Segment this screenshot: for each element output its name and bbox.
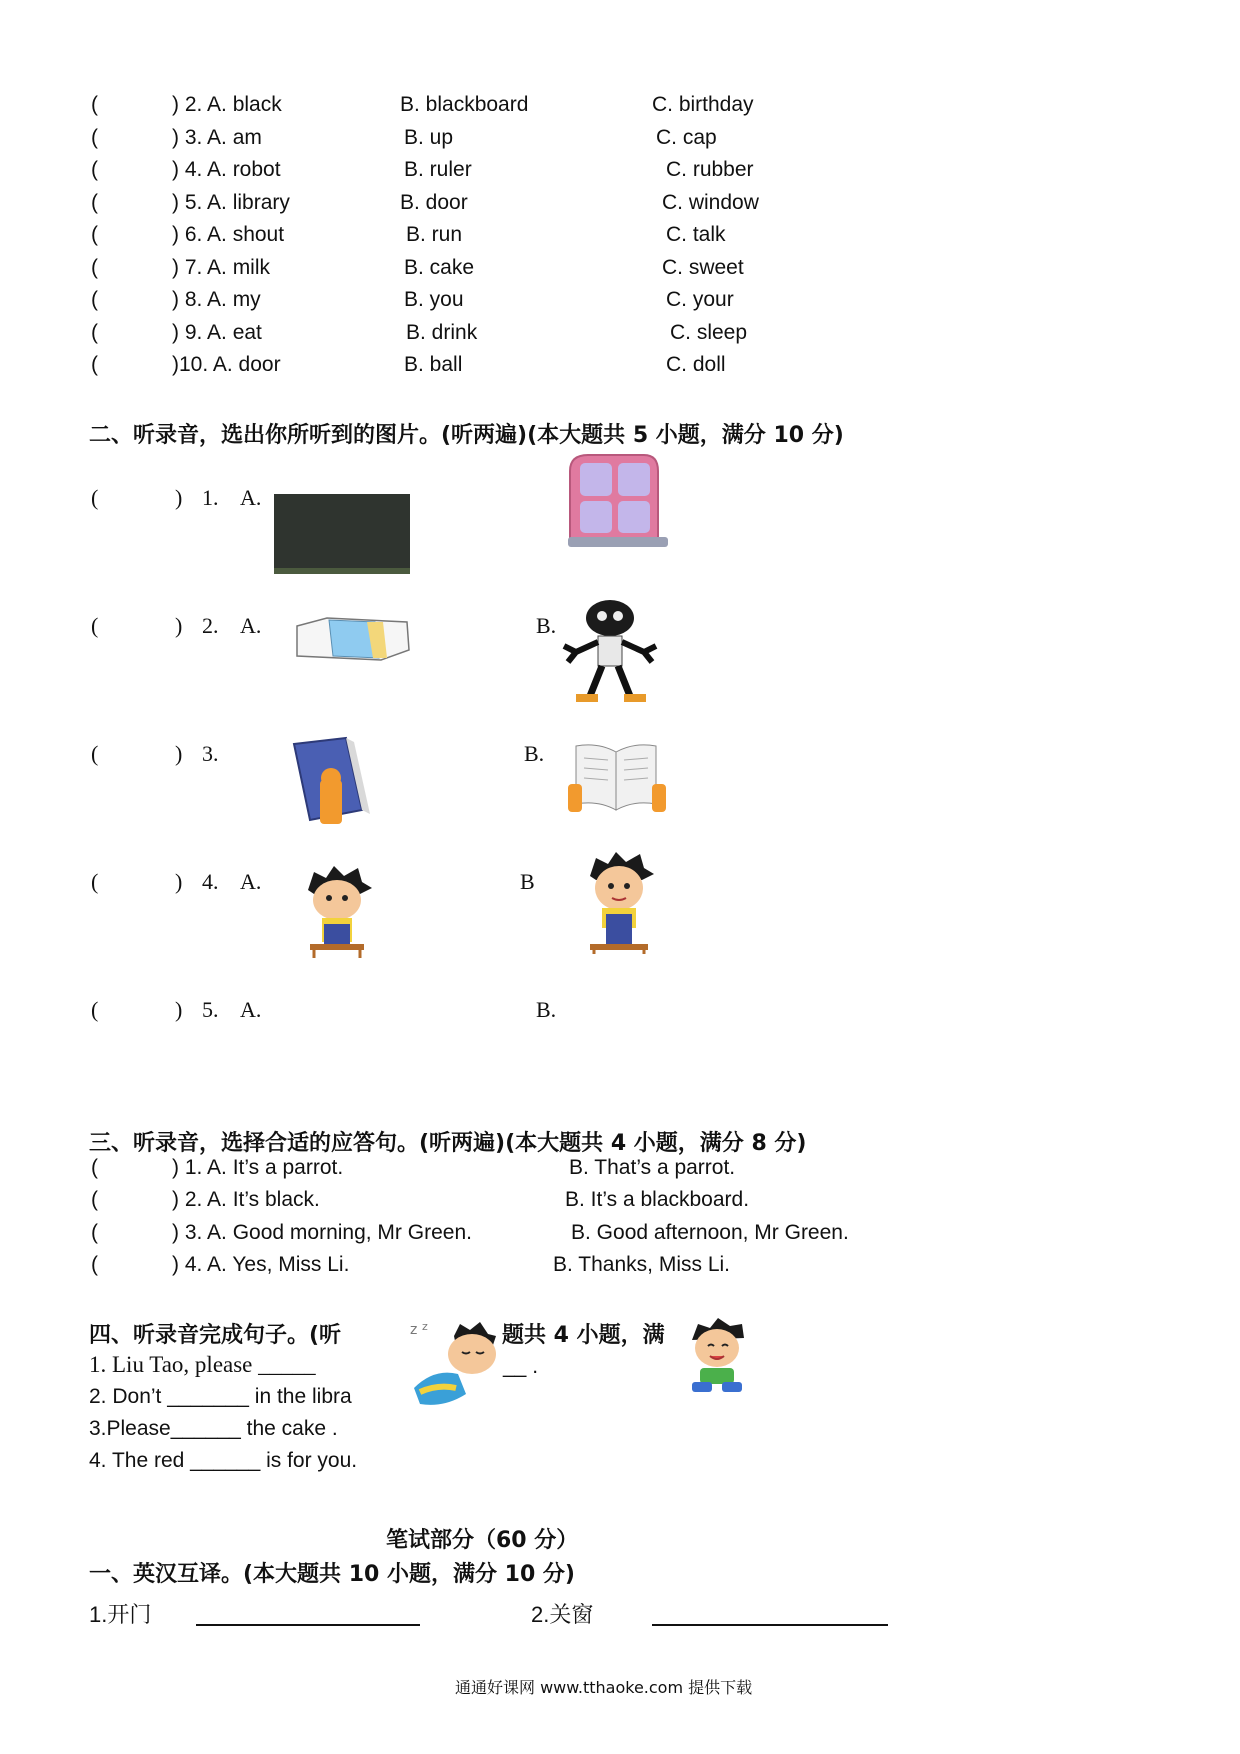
answer-paren[interactable]: ( [91, 256, 98, 279]
section-heading-continued: 题共 4 小题，满 [502, 1323, 665, 1348]
answer-paren[interactable]: ( [91, 126, 98, 149]
option-a: ) 4. A. robot [172, 158, 281, 181]
section-heading: 三、听录音，选择合适的应答句。(听两遍)(本大题共 4 小题，满分 8 分) [89, 1131, 807, 1156]
option-a: ) 3. A. Good morning, Mr Green. [172, 1221, 472, 1244]
option-b: B. drink [406, 321, 478, 344]
svg-text:z: z [410, 1322, 418, 1338]
written-section-title: 笔试部分（60 分） [386, 1528, 579, 1553]
sentence-2[interactable]: 2. Don’t _______ in the libra [89, 1385, 352, 1408]
option-a: ) 3. A. am [172, 126, 262, 149]
option-b: B. cake [404, 256, 475, 279]
answer-paren[interactable]: ( [91, 613, 99, 638]
sentence-4[interactable]: 4. The red ______ is for you. [89, 1449, 358, 1472]
option-a: ) 2. A. It’s black. [172, 1188, 320, 1211]
translate-question-2: 2.关窗 [531, 1602, 594, 1627]
option-a-label: A. [240, 997, 262, 1022]
section-heading: 四、听录音完成句子。(听 [89, 1323, 342, 1348]
footer-credit: 通通好课网 www.tthaoke.com 提供下载 [455, 1678, 753, 1697]
option-b: B. run [406, 223, 463, 246]
option-c: C. birthday [652, 93, 754, 116]
boy-sitting-icon[interactable] [300, 864, 374, 958]
option-a: ) 8. A. my [172, 288, 261, 311]
answer-paren[interactable]: ( [91, 93, 98, 116]
blackboard-icon[interactable] [274, 494, 410, 576]
option-c: C. doll [666, 353, 726, 376]
open-book-icon[interactable] [568, 740, 666, 818]
answer-line-2[interactable] [652, 1624, 888, 1626]
option-b-label: B. [524, 741, 545, 766]
question-number: 4. [202, 869, 219, 894]
option-b: B. door [400, 191, 468, 214]
option-b: B. ball [404, 353, 463, 376]
eraser-icon[interactable] [291, 614, 413, 664]
question-number: 2. [202, 613, 219, 638]
closed-book-icon[interactable] [288, 736, 372, 830]
answer-paren[interactable]: ( [91, 741, 99, 766]
answer-paren[interactable]: ( [91, 353, 98, 376]
option-a: ) 1. A. It’s a parrot. [172, 1156, 344, 1179]
close-paren: ) [175, 997, 183, 1022]
answer-paren[interactable]: ( [91, 1188, 98, 1211]
option-a: ) 5. A. library [172, 191, 290, 214]
close-paren: ) [175, 485, 183, 510]
option-b: B. blackboard [400, 93, 529, 116]
sentence-1[interactable]: 1. Liu Tao, please _____ [89, 1352, 316, 1377]
robot-icon[interactable] [554, 596, 666, 708]
option-b: B. Thanks, Miss Li. [553, 1253, 731, 1276]
answer-paren[interactable]: ( [91, 997, 99, 1022]
close-paren: ) [175, 613, 183, 638]
question-number: 3. [202, 741, 219, 766]
option-a: ) 7. A. milk [172, 256, 271, 279]
option-b-label: B. [536, 997, 557, 1022]
option-c: C. talk [666, 223, 726, 246]
option-b: B. you [404, 288, 464, 311]
option-c: C. sleep [670, 321, 748, 344]
close-paren: ) [175, 741, 183, 766]
option-a-label: A. [240, 869, 262, 894]
question-number: 1. [202, 485, 219, 510]
answer-paren[interactable]: ( [91, 321, 98, 344]
option-a: ) 9. A. eat [172, 321, 262, 344]
smiling-boy-icon[interactable] [684, 1316, 748, 1396]
sentence-1-end: __ . [503, 1355, 539, 1378]
option-a-label: A. [240, 613, 262, 638]
boy-standing-icon[interactable] [582, 850, 656, 954]
option-c: C. your [666, 288, 734, 311]
sleeping-boy-icon[interactable] [404, 1316, 502, 1410]
option-a: ) 6. A. shout [172, 223, 285, 246]
option-b: B. up [404, 126, 454, 149]
answer-paren[interactable]: ( [91, 191, 98, 214]
option-b-label: B [520, 869, 535, 894]
answer-paren[interactable]: ( [91, 288, 98, 311]
option-c: C. window [662, 191, 759, 214]
option-b: B. ruler [404, 158, 472, 181]
option-c: C. rubber [666, 158, 754, 181]
option-b-label: B. [536, 613, 557, 638]
option-c: C. cap [656, 126, 717, 149]
close-paren: ) [175, 869, 183, 894]
option-c: C. sweet [662, 256, 744, 279]
answer-paren[interactable]: ( [91, 485, 99, 510]
option-a: )10. A. door [172, 353, 281, 376]
option-b: B. Good afternoon, Mr Green. [571, 1221, 849, 1244]
translate-question-1: 1.开门 [89, 1602, 152, 1627]
svg-text:z: z [422, 1320, 428, 1333]
sentence-3[interactable]: 3.Please______ the cake . [89, 1417, 338, 1440]
answer-paren[interactable]: ( [91, 158, 98, 181]
section-heading: 一、英汉互译。(本大题共 10 小题，满分 10 分) [89, 1562, 575, 1587]
option-b: B. It’s a blackboard. [565, 1188, 750, 1211]
answer-paren[interactable]: ( [91, 1253, 98, 1276]
answer-paren[interactable]: ( [91, 223, 98, 246]
question-number: 5. [202, 997, 219, 1022]
option-a: ) 2. A. black [172, 93, 282, 116]
window-icon[interactable] [566, 453, 670, 553]
section-heading: 二、听录音，选出你所听到的图片。(听两遍)(本大题共 5 小题，满分 10 分) [89, 423, 844, 448]
option-b: B. That’s a parrot. [569, 1156, 736, 1179]
answer-paren[interactable]: ( [91, 1156, 98, 1179]
answer-paren[interactable]: ( [91, 869, 99, 894]
answer-paren[interactable]: ( [91, 1221, 98, 1244]
answer-line-1[interactable] [196, 1624, 420, 1626]
option-a-label: A. [240, 485, 262, 510]
option-a: ) 4. A. Yes, Miss Li. [172, 1253, 350, 1276]
